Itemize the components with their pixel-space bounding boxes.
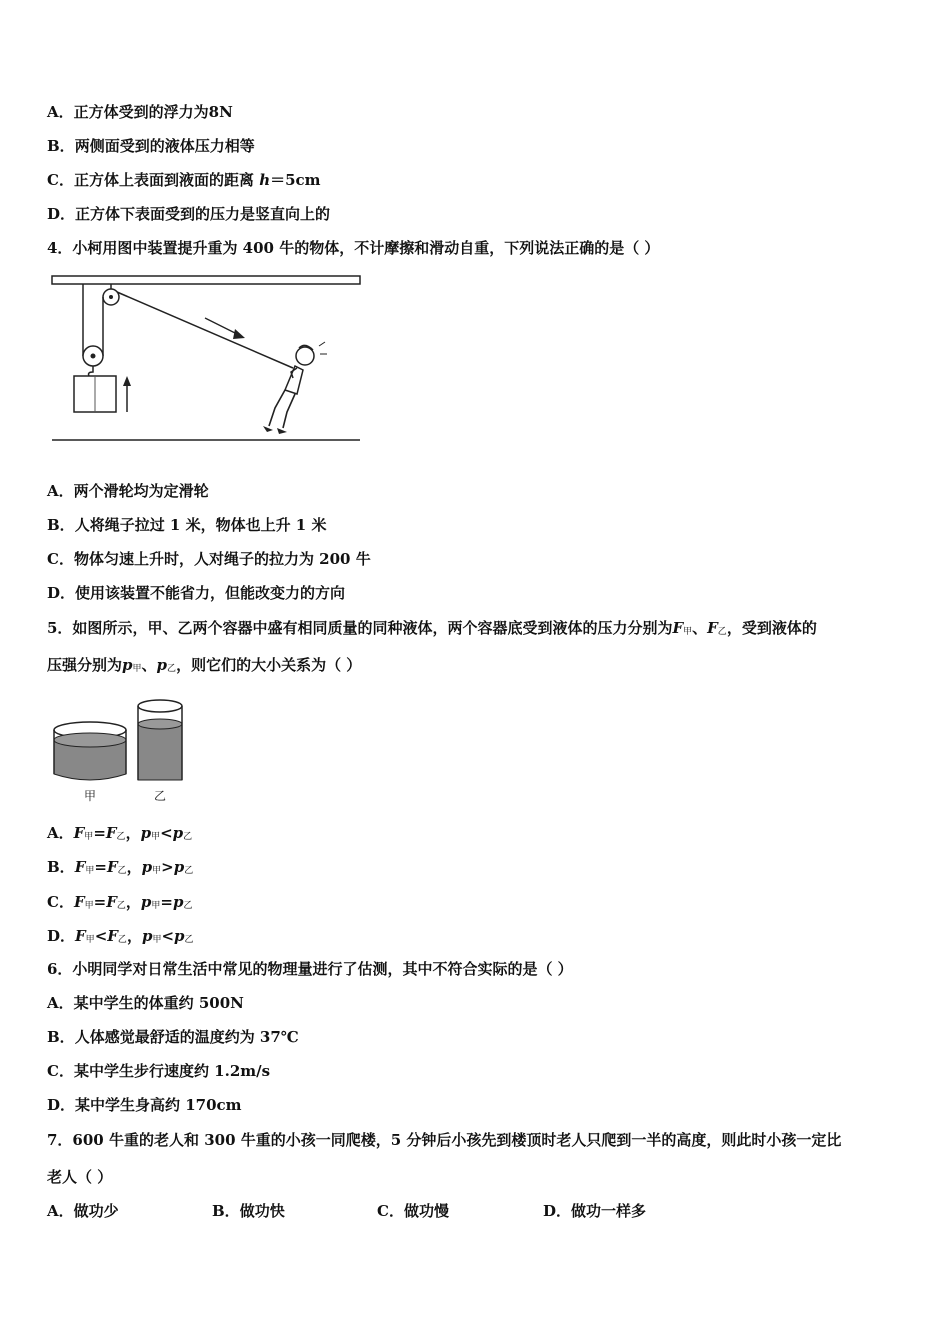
q7-stem-line1: 7．600 牛重的老人和 300 牛重的小孩一同爬楼，5 分钟后小孩先到楼顶时老人只爬到一半的高度，则此时小孩一定比 — [47, 1131, 842, 1149]
containers-figure — [50, 696, 190, 808]
q7-option-b: B．做功快 — [212, 1202, 285, 1220]
q6-option-d: D．某中学生身高约 170cm — [47, 1096, 242, 1114]
pulley-figure — [47, 268, 367, 448]
q4-option-a: A．两个滑轮均为定滑轮 — [47, 482, 209, 500]
q6-stem: 6．小明同学对日常生活中常见的物理量进行了估测，其中不符合实际的是（ ） — [47, 960, 573, 978]
q3-option-b: B．两侧面受到的液体压力相等 — [47, 137, 255, 155]
q7-option-c: C．做功慢 — [377, 1202, 449, 1220]
q4-option-c: C．物体匀速上升时，人对绳子的拉力为 200 牛 — [47, 550, 371, 568]
q5-option-c: C．$F_甲=F_乙$，$p_甲=p_乙$ — [47, 893, 193, 911]
q5-stem-line2: 压强分别为$p_甲$、$p_乙$，则它们的大小关系为（ ） — [47, 656, 362, 674]
q3-option-a: A．正方体受到的浮力为8N — [47, 103, 233, 121]
q6-option-b: B．人体感觉最舒适的温度约为 37℃ — [47, 1028, 299, 1046]
q6-option-c: C．某中学生步行速度约 1.2m/s — [47, 1062, 271, 1080]
q7-option-d: D．做功一样多 — [543, 1202, 647, 1220]
q5-stem-line1: 5．如图所示，甲、乙两个容器中盛有相同质量的同种液体，两个容器底受到液体的压力分别为$F_甲$、$F_乙$，受到液体的 — [47, 619, 817, 637]
q7-stem-line2: 老人（ ） — [47, 1168, 113, 1186]
q5-option-a: A．$F_甲=F_乙$，$p_甲<p_乙$ — [47, 824, 193, 842]
q3-option-c: C．正方体上表面到液面的距离 h＝5cm — [47, 171, 321, 189]
q5-option-d: D．$F_甲<F_乙$，$p_甲<p_乙$ — [47, 927, 194, 945]
q4-stem: 4．小柯用图中装置提升重为 400 牛的物体，不计摩擦和滑动自重，下列说法正确的是（ ） — [47, 239, 660, 257]
q4-option-b: B．人将绳子拉过 1 米，物体也上升 1 米 — [47, 516, 327, 534]
label-yi: 乙 — [154, 789, 167, 803]
q5-option-b: B．$F_甲=F_乙$，$p_甲>p_乙$ — [47, 858, 194, 876]
label-jia: 甲 — [84, 789, 97, 803]
q3-option-d: D．正方体下表面受到的压力是竖直向上的 — [47, 205, 331, 223]
q4-option-d: D．使用该装置不能省力，但能改变力的方向 — [47, 584, 346, 602]
q7-option-a: A．做功少 — [47, 1202, 119, 1220]
q6-option-a: A．某中学生的体重约 500N — [47, 994, 244, 1012]
